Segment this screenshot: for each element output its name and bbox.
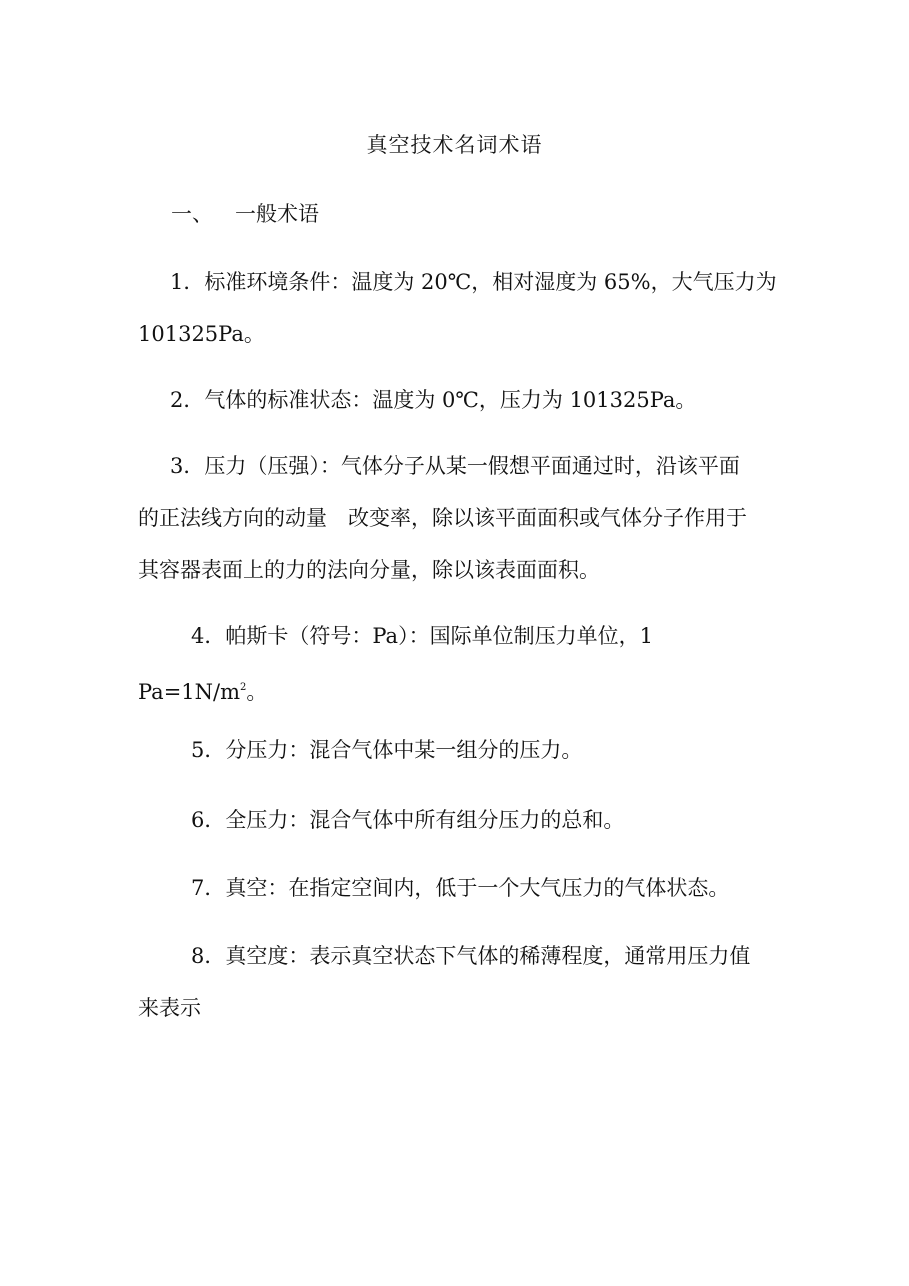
section-number: 一、 — [171, 202, 213, 226]
document-title: 真空技术名词术语 — [366, 133, 543, 157]
term-item-2-line-1: 2．气体的标准状态：温度为 0℃，压力为 101325Pa。 — [170, 388, 697, 412]
term-item-4-unit: Pa=1N/m — [138, 680, 241, 704]
term-item-6-line-1: 6．全压力：混合气体中所有组分压力的总和。 — [191, 808, 625, 832]
term-item-8-line-2: 来表示 — [138, 996, 201, 1020]
term-item-8 — [138, 930, 762, 1034]
term-item-3-line-2: 的正法线方向的动量 改变率，除以该平面面积或气体分子作用于 — [138, 506, 747, 530]
term-item-4-line-1: 4．帕斯卡（符号：Pa）：国际单位制压力单位，1 — [191, 624, 653, 648]
term-item-3-line-1: 3．压力（压强）：气体分子从某一假想平面通过时，沿该平面 — [170, 454, 740, 478]
term-item-1-line-1: 1．标准环境条件：温度为 20℃，相对湿度为 65%，大气压力为 — [170, 270, 777, 294]
term-item-5 — [138, 724, 762, 776]
term-item-4-tail: 。 — [246, 680, 268, 704]
term-item-3 — [138, 440, 762, 596]
term-item-2 — [138, 374, 762, 426]
term-item-3-line-3: 其容器表面上的力的法向分量，除以该表面面积。 — [138, 558, 600, 582]
term-item-6 — [138, 794, 762, 846]
term-item-5-line-1: 5．分压力：混合气体中某一组分的压力。 — [191, 738, 583, 762]
term-item-4-superscript: 2 — [240, 682, 247, 693]
term-item-1 — [138, 256, 777, 360]
section-heading — [171, 197, 319, 231]
section-label: 一般术语 — [235, 202, 319, 226]
term-item-7 — [138, 862, 762, 914]
term-item-4 — [138, 610, 762, 718]
term-item-1-line-2: 101325Pa。 — [138, 322, 265, 346]
term-item-7-line-1: 7．真空：在指定空间内，低于一个大气压力的气体状态。 — [191, 876, 730, 900]
term-item-4-line-2 — [138, 662, 762, 718]
term-item-8-line-1: 8．真空度：表示真空状态下气体的稀薄程度，通常用压力值 — [191, 944, 751, 968]
